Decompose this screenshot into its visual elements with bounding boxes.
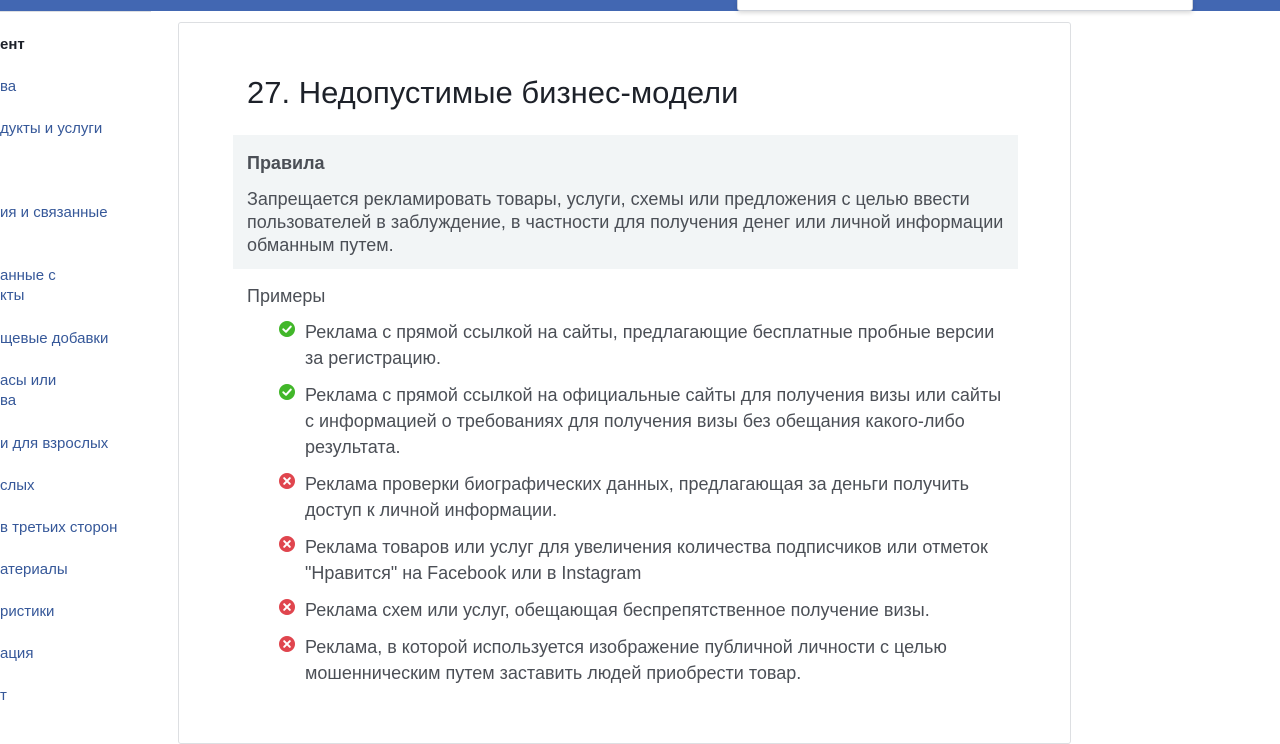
sidebar-item[interactable]: в третьих сторон [0,519,118,536]
sidebar-item[interactable]: ация [0,645,34,662]
example-text: Реклама с прямой ссылкой на официальные сайты для получения визы или сайты с информацией о требованиях для получения визы без обещания какого-либо результата. [305,385,1002,457]
example-text: Реклама схем или услуг, обещающая беспрепятственное получение визы. [305,600,930,620]
x-circle-icon [279,536,295,552]
sidebar-item[interactable]: слых [0,477,35,494]
sidebar-divider [0,11,151,12]
example-text: Реклама, в которой используется изображение публичной личности с целью мошенническим путем заставить людей приобрести товар. [305,637,947,683]
x-circle-icon [279,599,295,615]
sidebar-item[interactable]: анные с кты [0,267,56,304]
sidebar [0,11,152,731]
rules-heading: Правила [247,153,325,173]
examples-heading: Примеры [247,286,326,306]
sidebar-item[interactable]: ия и связанные [0,204,108,221]
check-circle-icon [279,384,295,400]
rules-text: Запрещается рекламировать товары, услуги, схемы или предложения с целью ввести пользователей в заблуждение, в частности для получения денег или личной информации обманным путем. [247,189,1004,255]
sidebar-item[interactable]: ва [0,78,17,95]
rules-box [233,135,1018,269]
example-text: Реклама с прямой ссылкой на сайты, предлагающие бесплатные пробные версии за регистрацию. [305,322,995,368]
sidebar-item[interactable]: асы или ва [0,372,57,409]
sidebar-item[interactable]: т [0,687,7,704]
x-circle-icon [279,636,295,652]
page-title: 27. Недопустимые бизнес-модели [247,75,739,110]
sidebar-item[interactable]: ент [0,36,25,53]
sidebar-item[interactable]: атериалы [0,561,68,578]
x-circle-icon [279,473,295,489]
example-text: Реклама товаров или услуг для увеличения количества подписчиков или отметок "Нравится" на Facebook или в Instagram [305,537,988,583]
policy-card [178,22,1071,744]
sidebar-item[interactable]: и для взрослых [0,435,109,452]
sidebar-item[interactable]: дукты и услуги [0,120,103,137]
sidebar-item[interactable]: ристики [0,603,55,620]
search-dropdown[interactable] [737,0,1193,11]
sidebar-item[interactable]: щевые добавки [0,330,109,347]
check-circle-icon [279,321,295,337]
example-text: Реклама проверки биографических данных, предлагающая за деньги получить доступ к личной информации. [305,474,970,520]
